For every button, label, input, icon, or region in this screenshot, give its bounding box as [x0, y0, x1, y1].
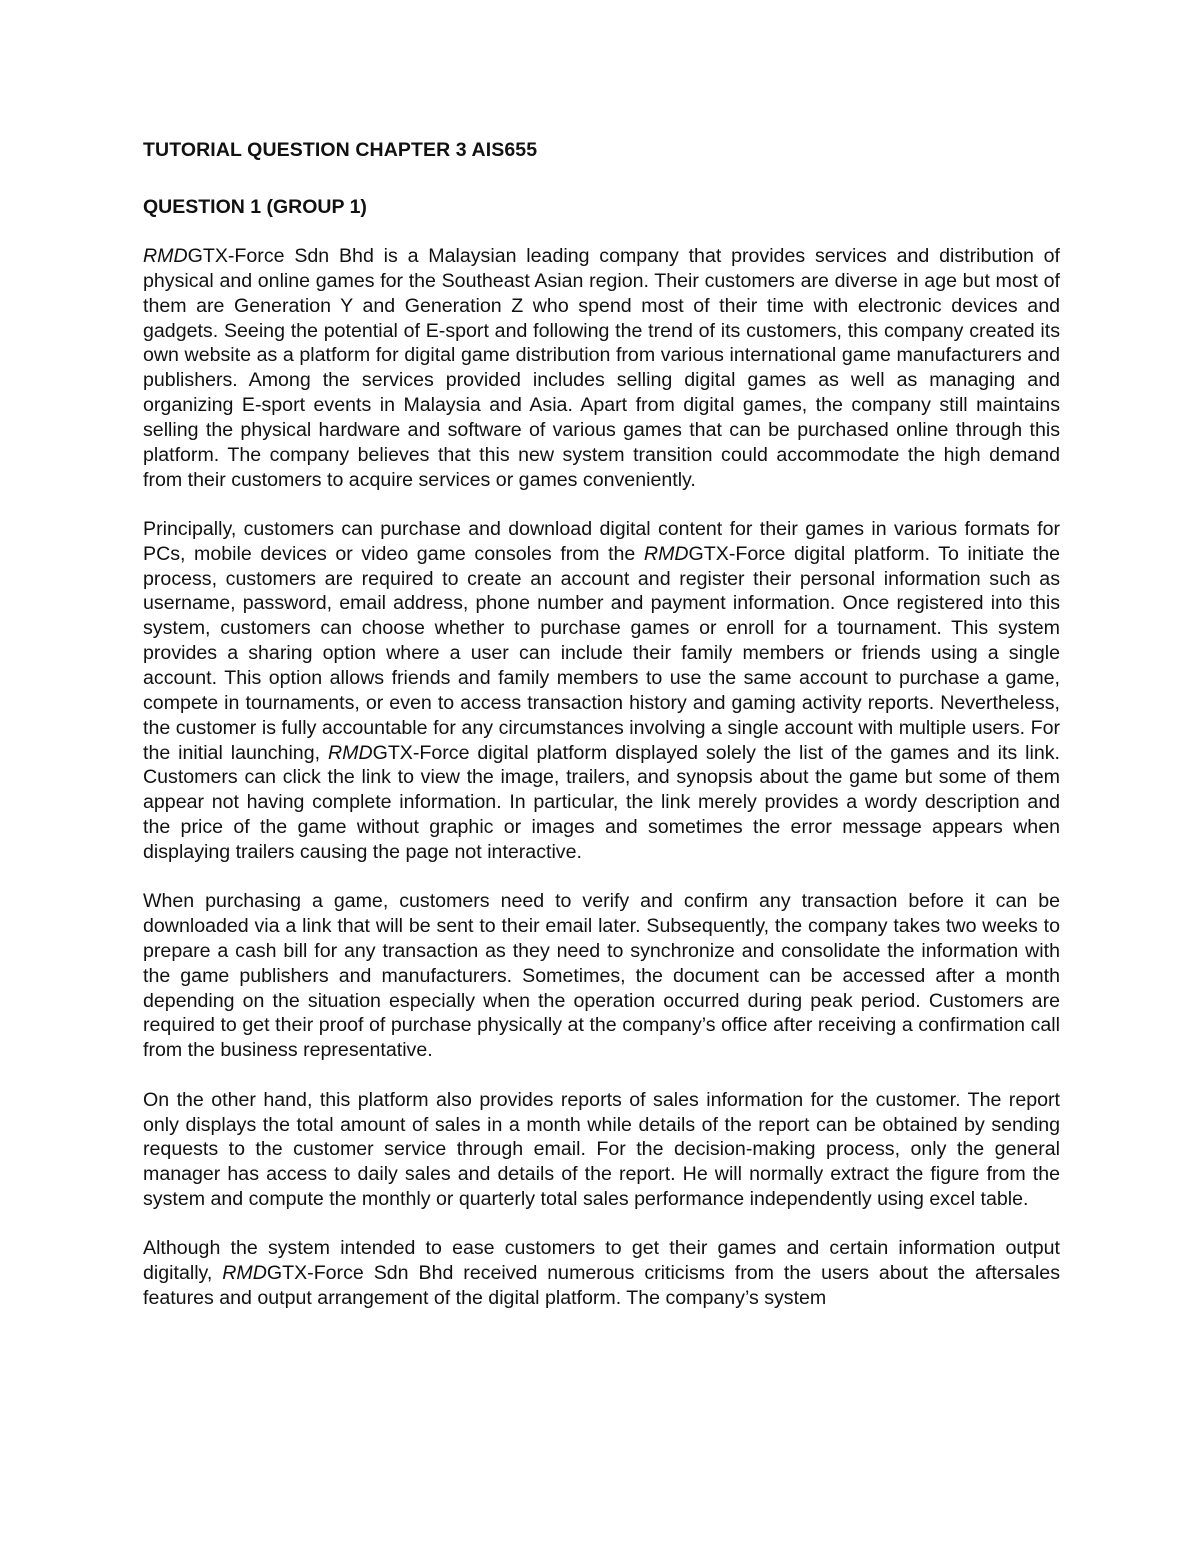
paragraph-3	[143, 889, 1060, 1063]
paragraph-text: GTX-Force Sdn Bhd received numerous criticisms from the users about the aftersales features and output arrangement of the digital platform. The company’s system	[143, 1262, 1060, 1310]
paragraph-5	[143, 1236, 1060, 1311]
paragraph-text: GTX-Force digital platform displayed solely the list of the games and its link. Customers can click the link to view the image, trailers, and synopsis about the game but some of them appear not having complete information. In particular, the link merely provides a wordy description and the price of the game without graphic or images and sometimes the error message appears when displaying trailers causing the page not interactive.	[143, 741, 1060, 863]
document-page	[143, 138, 1060, 1311]
paragraph-text: On the other hand, this platform also provides reports of sales information for the customer. The report only displays the total amount of sales in a month while details of the report can be obtained by sending requests to the customer service through email. For the decision-making process, only the general manager has access to daily sales and details of the report. He will normally extract the figure from the system and compute the monthly or quarterly total sales performance independently using excel table.	[143, 1088, 1060, 1211]
question-heading: QUESTION 1 (GROUP 1)	[143, 196, 367, 218]
paragraph-text: Although the system intended to ease customers to get their games and certain information output digitally,	[143, 1237, 1060, 1285]
paragraph-text: Principally, customers can purchase and download digital content for their games in various formats for PCs, mobile devices or video game consoles from the	[143, 517, 1060, 565]
document-title: TUTORIAL QUESTION CHAPTER 3 AIS655	[143, 139, 538, 161]
company-name-italic: RMD	[327, 741, 373, 764]
company-name-italic: RMD	[143, 245, 188, 267]
paragraph-text: GTX-Force Sdn Bhd is a Malaysian leading company that provides services and distribution of physical and online games for the Southeast Asian region. Their customers are diverse in age but most of them are Generation Y and Generation Z who spend most of their time with electronic devices and gadgets. Seeing the potential of E-sport and following the trend of its customers, this company created its own website as a platform for digital game distribution from various international game manufacturers and publishers. Among the services provided includes selling digital games as well as managing and organizing E-sport events in Malaysia and Asia. Apart from digital games, the company still maintains selling the physical hardware and software of various games that can be purchased online through this platform. The company believes that this new system transition could accommodate the high demand from their customers to acquire services or games conveniently.	[143, 245, 1060, 491]
paragraph-text: When purchasing a game, customers need to verify and confirm any transaction before it can be downloaded via a link that will be sent to their email later. Subsequently, the company takes two weeks to prepare a cash bill for any transaction as they need to synchronize and consolidate the information with the game publishers and manufacturers. Sometimes, the document can be accessed after a month depending on the situation especially when the operation occurred during peak period. Customers are required to get their proof of purchase physically at the company’s office after receiving a confirmation call from the business representative.	[143, 890, 1060, 1062]
company-name-italic: RMD	[222, 1262, 267, 1285]
paragraph-4	[143, 1088, 1060, 1212]
paragraph-1	[143, 244, 1060, 492]
paragraph-text: GTX-Force digital platform. To initiate the process, customers are required to create an account and register their personal information such as username, password, email address, phone number and payment information. Once registered into this system, customers can choose whether to purchase games or enroll for a tournament. This system provides a sharing option where a user can include their family members or friends using a single account. This option allows friends and family members to use the same account to purchase a game, compete in tournaments, or even to access transaction history and gaming activity reports. Nevertheless, the customer is fully accountable for any circumstances involving a single account with multiple users. For the initial launching,	[143, 542, 1060, 764]
paragraph-2	[143, 517, 1060, 865]
company-name-italic: RMD	[643, 542, 689, 565]
